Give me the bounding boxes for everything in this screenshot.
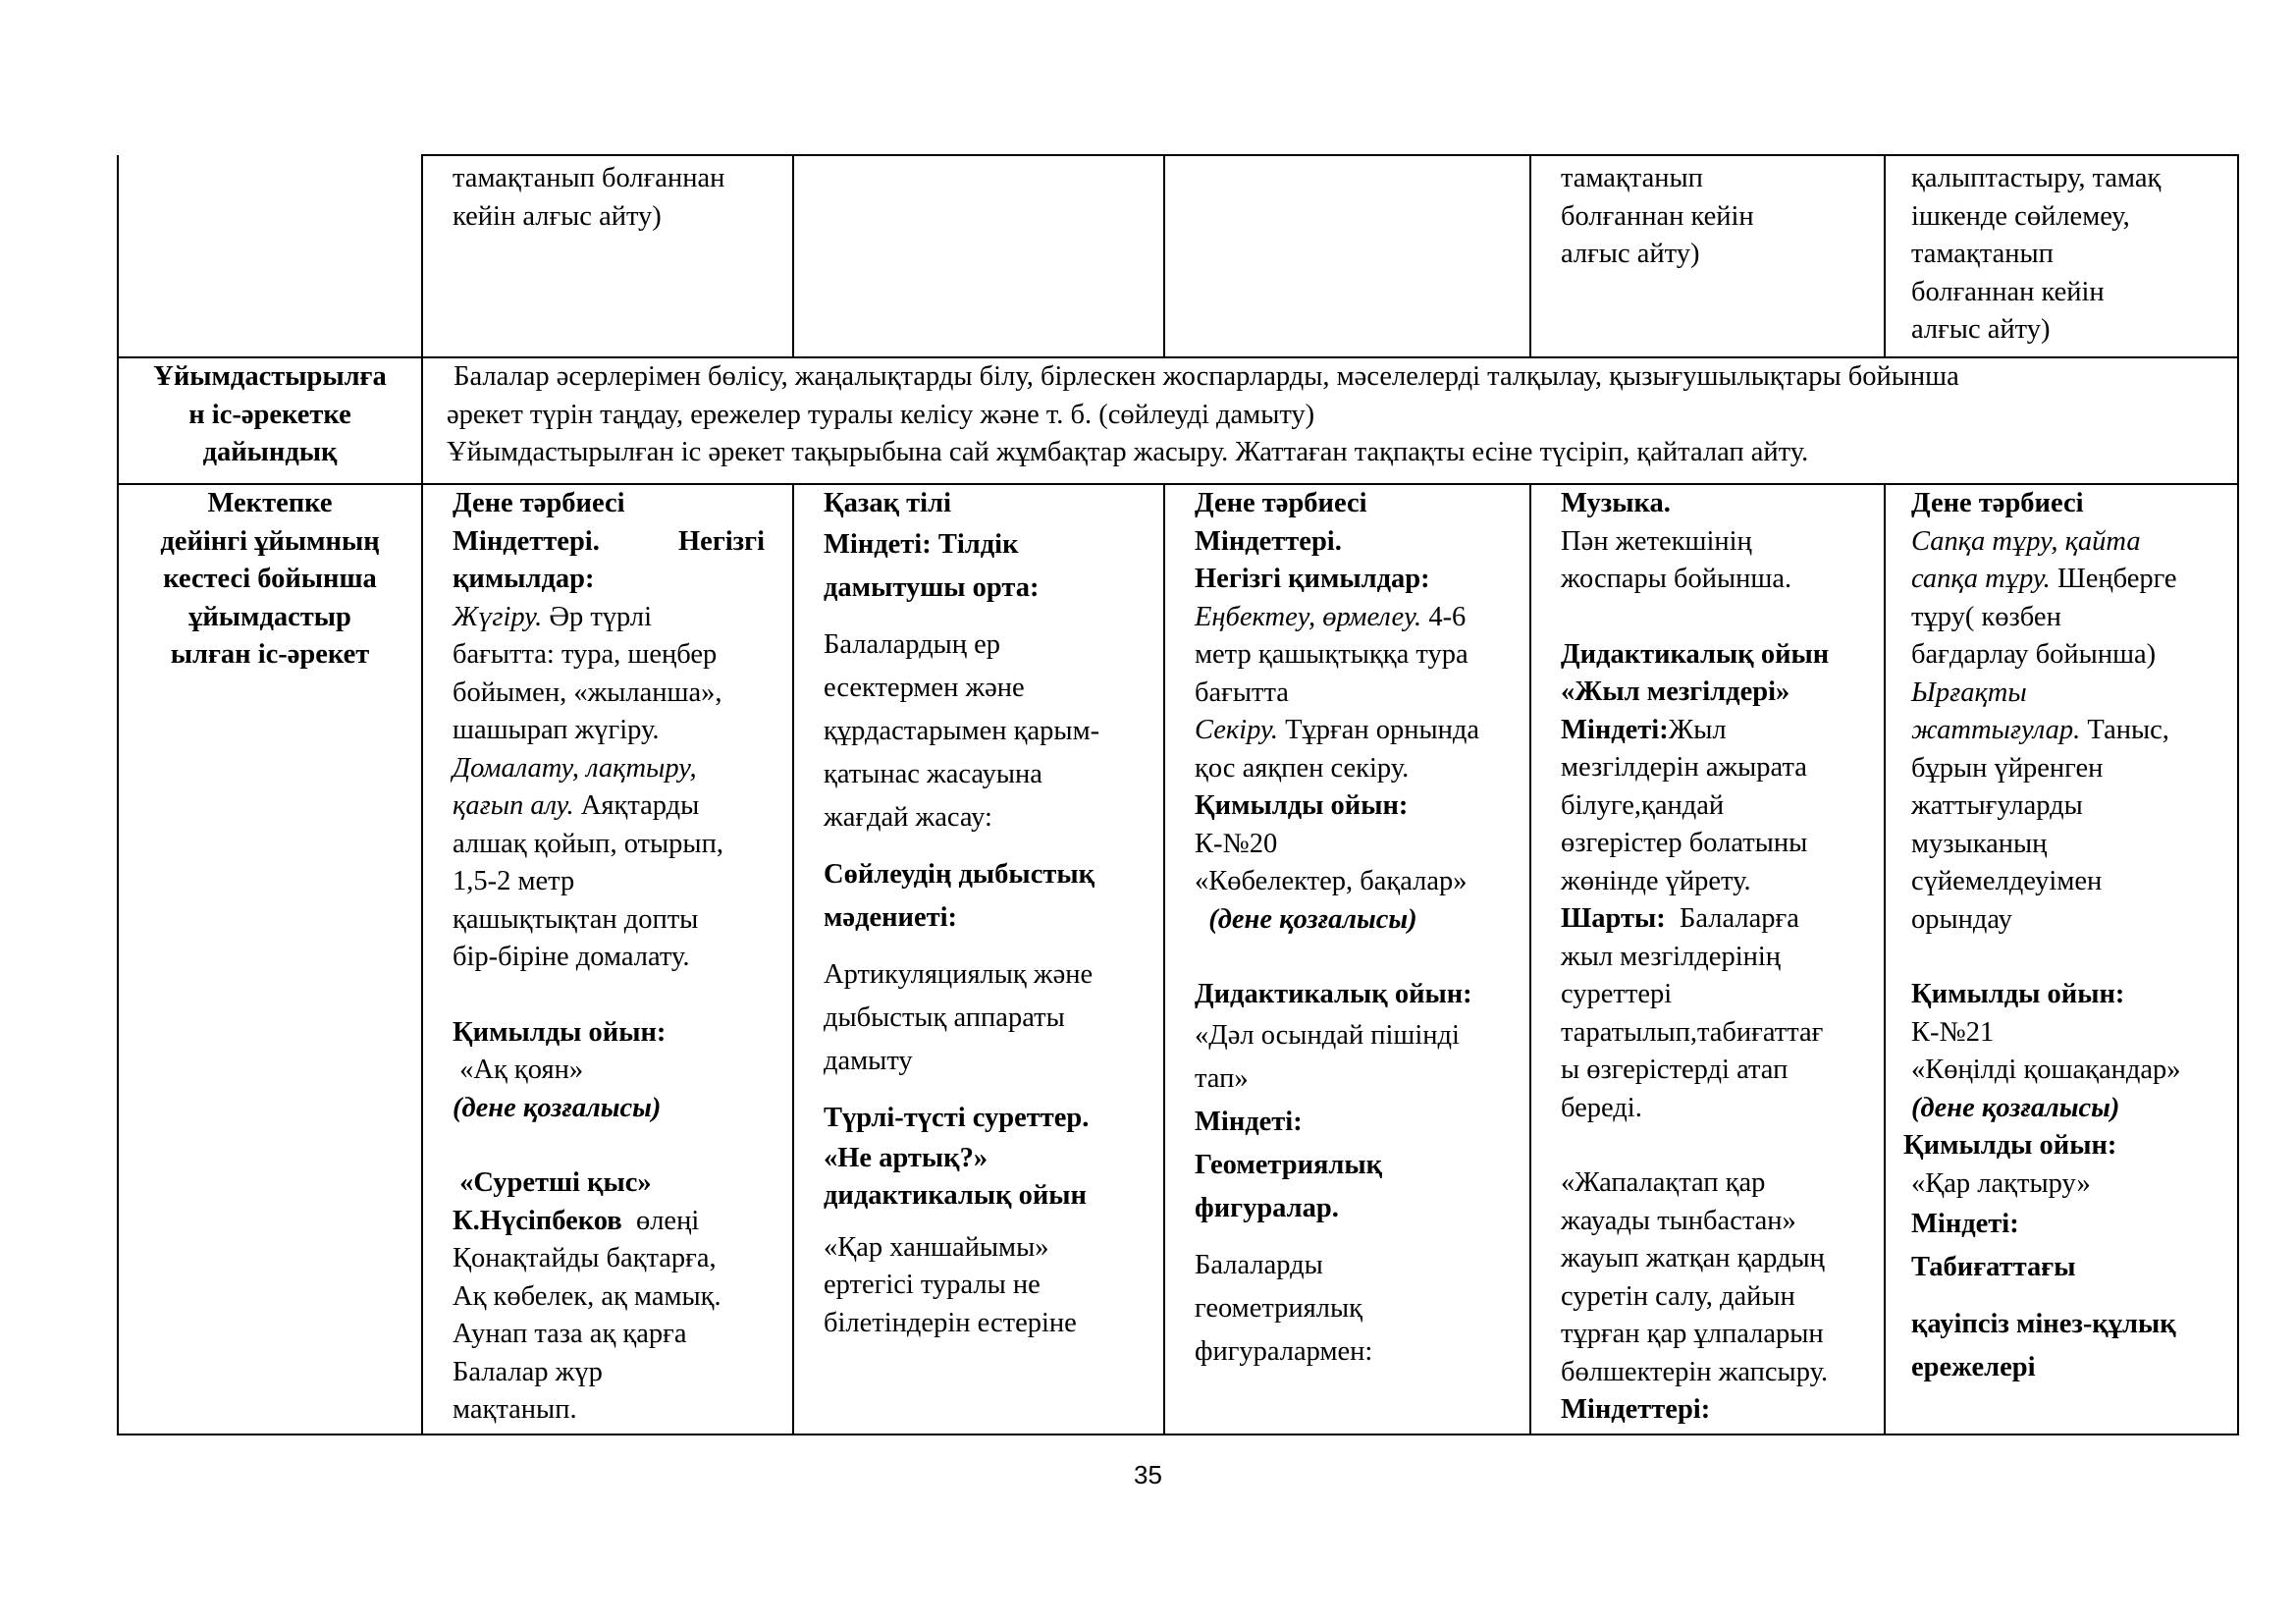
game-note: (дене қозғалысы) [1195, 903, 1417, 935]
text-line: бағытта: тура, шеңбер [453, 639, 718, 670]
formation-text: Шеңберге [2050, 564, 2177, 594]
poem-tail: өлеңі [621, 1205, 700, 1236]
poem-line: Балалар жүр [453, 1356, 603, 1387]
cell-r1-c1 [422, 155, 793, 357]
roll-text: Аяқтарды [573, 790, 700, 821]
text-line: шашырап жүгіру. [453, 715, 660, 745]
text-line: бағдарлау бойынша) [1911, 639, 2157, 670]
task-label: Міндеті: [1561, 714, 1669, 745]
text-line: метр қашықтыққа тура [1195, 639, 1468, 670]
text-line: болғаннан кейін [1911, 276, 2105, 307]
row-preparation [118, 357, 2238, 484]
condition-text: Балаларға [1665, 903, 1799, 934]
text-line: алғыс айту) [1911, 314, 2051, 345]
row-head-line: Ұйымдастырылға [153, 361, 387, 392]
text-line: суреттері [1561, 979, 1673, 1009]
game-title: Қимылды ойын: [1903, 1130, 2117, 1161]
text-line: Ұйымдастырылған іс әрекет тақырыбына сай жұмбақтар жасыру. Жаттаған тақпақты есіне түсіріп, қайталап айту. [447, 437, 1809, 467]
text-line: тамақтанып [1911, 239, 2054, 269]
text-line: ы өзгерістерді атап [1561, 1055, 1789, 1085]
text-line: Пән жетекшінің [1561, 525, 1752, 557]
game-title: Қимылды ойын: [1911, 979, 2125, 1009]
task-label: Міндеті: Тілдік [824, 528, 1019, 560]
text-line: Балалардың ер [824, 628, 1001, 660]
text-line: әрекет түрін таңдау, ережелер туралы келісу және т. б. (сөйлеуді дамыту) [447, 399, 1315, 430]
cell-r1-c5 [1885, 155, 2238, 357]
text-line: береді. [1561, 1092, 1642, 1123]
text-line: тұру( көзбен [1911, 601, 2061, 632]
text-line: бір-біріне домалату. [453, 942, 690, 972]
text-line: жөнінде үйрету. [1561, 865, 1751, 896]
text-line: алшақ қойып, отырып, [453, 828, 723, 859]
text-line: кейін алғыс айту) [453, 200, 662, 232]
row-head-line: ылған іс-әрекет [170, 639, 370, 670]
cell-r1-c3 [1164, 155, 1530, 357]
text-line: сүйемелдеуімен [1911, 866, 2103, 896]
text-line: өзгерістер болатыны [1561, 828, 1808, 858]
text-line: Балалар әсерлерімен бөлісу, жаңалықтарды білу, бірлескен жоспарларды, мәселелерді талқылау, қызығушылықтары бойынша [447, 361, 1959, 392]
poem-line: мақтанып. [453, 1394, 577, 1425]
task-label: Міндеті: [1911, 1209, 2019, 1239]
moves-label: қимылдар: [453, 564, 595, 594]
jump-label: Секіру. [1195, 715, 1278, 745]
row-head-line: н іс-әрекетке [188, 399, 351, 430]
jump-text: Тұрған орнында [1277, 715, 1480, 745]
section-heading: Түрлі-түсті суреттер. [824, 1102, 1090, 1133]
crawl-text: 4-6 [1421, 601, 1467, 632]
game-note: (дене қозғалысы) [453, 1092, 662, 1123]
row-head-line: Мектепке [207, 488, 333, 518]
tasks-label: Міндеттері. [1195, 525, 1342, 557]
didactic-title: Дидактикалық ойын: [1195, 979, 1472, 1009]
text-line: ертегісі туралы не [824, 1270, 1041, 1300]
task-topic: Табиғаттағы [1911, 1252, 2076, 1282]
text-line: геометриялық [1195, 1292, 1362, 1324]
text-line: жыл мезгілдерінің [1561, 941, 1782, 972]
subject-title: Музыка. [1561, 488, 1671, 518]
task-label: Міндеті: [1195, 1106, 1303, 1137]
game-code: К-№21 [1911, 1016, 1995, 1048]
didactic-name: тап» [1195, 1062, 1249, 1094]
row-head-empty [118, 155, 422, 357]
text-line: мезгілдерін ажырата [1561, 752, 1807, 783]
text-line: суретін салу, дайын [1561, 1280, 1795, 1312]
crawl-label: Еңбектеу, өрмелеу. [1195, 601, 1422, 632]
cell-preparation-text [422, 357, 2238, 484]
cell-friday-physical-education [1885, 484, 2238, 1435]
text-line: «Қар ханшайымы» [824, 1231, 1049, 1263]
cell-tuesday-kazakh-language [793, 484, 1164, 1435]
roll-label: Домалату, лақтыру, [453, 752, 697, 784]
text-line: бойымен, «жыланша», [453, 677, 722, 708]
text-line: таратылып,табиғаттағ [1561, 1016, 1824, 1048]
text-line: қатынас жасауына [824, 758, 1042, 789]
plan-table [117, 154, 2239, 1435]
rhythm-label-2: жаттығулар. [1911, 715, 2081, 745]
cell-r1-c4 [1530, 155, 1885, 357]
game-name: «Көбелектер, бақалар» [1195, 866, 1468, 896]
task-topic: фигуралар. [1195, 1192, 1339, 1223]
text-line: болғаннан кейін [1561, 200, 1754, 232]
text-line: құрдастарымен қарым- [824, 715, 1100, 746]
tasks-label: Міндеттері: [1561, 1394, 1711, 1425]
text-line: жаттығуларды [1911, 790, 2083, 821]
poem-line: Қонақтайды бақтарға, [453, 1243, 717, 1273]
text-line: ішкенде сөйлемеу, [1911, 200, 2130, 232]
poem-line: Аунап таза ақ қарға [453, 1319, 687, 1349]
text-line: Балаларды [1195, 1249, 1323, 1280]
game-name: «Көңілді қошақандар» [1911, 1055, 2181, 1085]
row-continued [118, 155, 2238, 357]
game-name: «Қар лақтыру» [1911, 1167, 2091, 1199]
task-topic: қауіпсіз мінез-құлық [1911, 1309, 2176, 1339]
game-code: К-№20 [1195, 828, 1278, 859]
text-line: жоспары бойынша. [1561, 564, 1792, 594]
row-head-activities [118, 484, 422, 1435]
text-line: дамыту [824, 1045, 913, 1076]
text-line: фигуралармен: [1195, 1335, 1373, 1367]
text-line: есектермен және [824, 672, 1025, 703]
section-heading: Сөйлеудің дыбыстық [824, 858, 1095, 890]
poem-title: «Суретші қыс» [453, 1167, 652, 1198]
cell-wednesday-physical-education [1164, 484, 1530, 1435]
row-head-line: кестесі бойынша [163, 564, 377, 594]
page-number: 35 [1134, 1460, 1162, 1489]
text-line: тұрған қар ұлпаларын [1561, 1319, 1824, 1349]
task-topic: ережелері [1911, 1352, 2036, 1382]
roll-label-2: қағып алу. [453, 790, 574, 821]
didactic-title: Дидактикалық ойын [1561, 638, 1830, 670]
condition-label: Шарты: [1561, 903, 1666, 934]
rhythm-label: Ырғақты [1911, 677, 2027, 708]
section-heading: дидактикалық ойын [824, 1180, 1087, 1211]
text-line: орындау [1911, 903, 2012, 935]
formation-label: Сапқа тұру, қайта [1911, 525, 2141, 557]
didactic-name: «Дәл осындай пішінді [1195, 1019, 1460, 1051]
game-name: «Ақ қоян» [453, 1055, 584, 1085]
formation-label-2: сапқа тұру. [1911, 564, 2051, 594]
row-head-line: дейінгі ұйымның [160, 525, 380, 557]
row-head-line: дайындық [202, 437, 338, 467]
subject-title: Дене тәрбиесі [1911, 488, 2084, 518]
rhythm-text: Таныс, [2080, 715, 2169, 745]
text-line: музыканың [1911, 828, 2048, 859]
game-note: (дене қозғалысы) [1911, 1092, 2120, 1123]
task-label: дамытушы орта: [824, 571, 1040, 603]
tasks-label-2: Негізгі [678, 525, 765, 557]
text-line: жауып жатқан қардың [1561, 1243, 1825, 1273]
task-topic: Геометриялық [1195, 1149, 1383, 1180]
text-line: дыбыстық аппараты [824, 1001, 1065, 1033]
task-text: Жыл [1668, 714, 1727, 745]
cell-r1-c2 [793, 155, 1164, 357]
text-line: Артикуляциялық және [824, 958, 1094, 990]
text-line: тамақтанып [1561, 163, 1703, 193]
cell-monday-physical-education [422, 484, 793, 1435]
text-line: қалыптастыру, тамақ [1911, 163, 2162, 193]
cell-thursday-music [1530, 484, 1885, 1435]
run-text: Әр түрлі [542, 601, 653, 632]
text-line: білуге,қандай [1561, 789, 1725, 821]
subject-title: Дене тәрбиесі [453, 488, 625, 518]
poem-author: К.Нүсіпбеков [453, 1205, 622, 1236]
section-heading: «Не артық?» [824, 1142, 988, 1173]
row-activities [118, 484, 2238, 1435]
subject-title: Дене тәрбиесі [1195, 488, 1367, 518]
text-line: 1,5-2 метр [453, 866, 575, 896]
row-head-line: ұйымдастыр [188, 601, 351, 632]
didactic-name: «Жыл мезгілдері» [1561, 677, 1790, 707]
text-line: бағытта [1195, 677, 1289, 708]
text-line: «Жапалақтап қар [1561, 1167, 1766, 1198]
subject-title: Қазақ тілі [824, 488, 951, 518]
text-line: алғыс айту) [1561, 239, 1700, 269]
run-label: Жүгіру. [453, 601, 543, 632]
text-line: қос аяқпен секіру. [1195, 752, 1410, 784]
section-heading: мәдениеті: [824, 901, 958, 933]
text-line: жағдай жасау: [824, 801, 992, 833]
moves-label: Негізгі қимылдар: [1195, 564, 1430, 594]
row-head-preparation [118, 357, 422, 484]
tasks-label: Міндеттері. [453, 525, 600, 557]
text-line: бұрын үйренген [1911, 752, 2104, 784]
text-line: қашықтықтан допты [453, 903, 699, 935]
text-line: бөлшектерін жапсыру. [1561, 1356, 1829, 1387]
tasks-line [453, 523, 786, 562]
text-line: тамақтанып болғаннан [453, 163, 725, 193]
game-title: Қимылды ойын: [1195, 790, 1409, 821]
text-line: білетіндерін естеріне [824, 1307, 1077, 1338]
poem-line: Ақ көбелек, ақ мамық. [453, 1280, 721, 1312]
text-line: жауады тынбастан» [1561, 1205, 1796, 1236]
game-title: Қимылды ойын: [453, 1016, 667, 1048]
